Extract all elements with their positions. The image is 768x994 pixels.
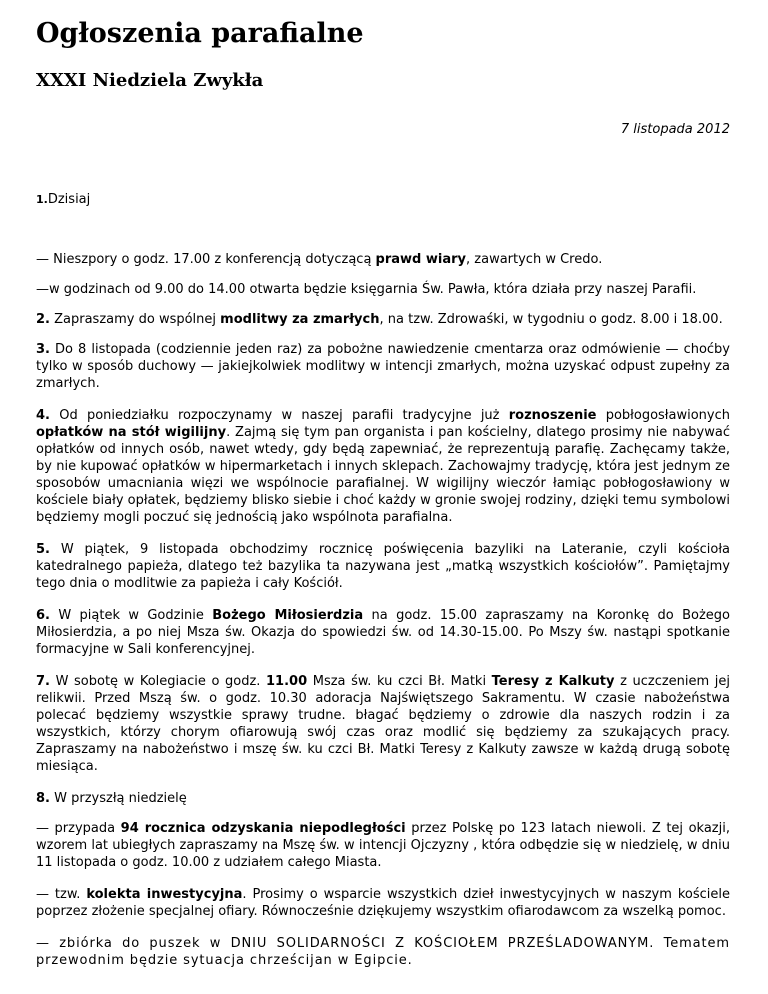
announcement-item-8c: — zbiórka do puszek w DNIU SOLIDARNOŚCI Z KOŚCIOŁEM PRZEŚLADOWANYM. Tematem przewodnim będzie sytuacja chrześcijan w Egipcie.	[36, 936, 730, 968]
item-number: 3.	[36, 342, 50, 357]
announcement-item-1b: —w godzinach od 9.00 do 14.00 otwarta będzie księgarnia Św. Pawła, która działa przy naszej Parafii.	[36, 282, 697, 297]
announcement-item-8b: — tzw. kolekta inwestycyjna. Prosimy o wsparcie wszystkich dzieł inwestycyjnych w naszym kościele poprzez złożenie specjalnej ofiary. Równocześnie dziękujemy wszystkim ofiarodawcom za wszelką pomoc.	[36, 887, 730, 919]
page-title: Ogłoszenia parafialne	[36, 18, 364, 49]
item-number: 1.	[36, 193, 48, 206]
announcement-item-7: 7. W sobotę w Kolegiacie o godz. 11.00 Msza św. ku czci Bł. Matki Teresy z Kalkuty z uczczeniem jej relikwii. Przed Mszą św. o godz. 10.30 adoracja Najświętszego Sakramentu. W czasie nabożeństwa polecać będziemy wszystkie sprawy trudne. błagać będziemy o zdrowie dla naszych rodzin i za wszystkich, którzy chorym ofiarowują swój czas oraz modlić się będziemy za szukających pracy. Zapraszamy na nabożeństwo i mszę św. ku czci Bł. Matki Teresy z Kalkuty zawsze w każdą drugą sobotę miesiąca.	[36, 674, 730, 774]
announcement-date: 7 listopada 2012	[620, 122, 730, 137]
announcement-item-8: 8. W przyszłą niedzielę	[36, 791, 187, 806]
announcement-item-4: 4. Od poniedziałku rozpoczynamy w naszej parafii tradycyjne już roznoszenie pobłogosławionych opłatków na stół wigilijny. Zajmą się tym pan organista i pan kościelny, dlatego prosimy nie nabywać opłatków od innych osób, nawet wtedy, gdy będą zapewniać, że reprezentują parafię. Zachęcamy także, by nie kupować opłatków w hipermarketach i innych sklepach. Zachowajmy tradycję, która jest jednym ze sposobów umacniania więzi we wspólnocie parafialnej. W wigilijny wieczór łamiąc pobłogosławiony w kościele biały opłatek, będziemy blisko siebie i choć każdy w gronie swojej rodziny, dzięki temu symbolowi będziemy mogli poczuć się jednością jako wspólnota parafialna.	[36, 408, 730, 525]
announcement-item-3: 3. Do 8 listopada (codziennie jeden raz) za pobożne nawiedzenie cmentarza oraz odmówienie — choćby tylko w sposób duchowy — jakiejkolwiek modlitwy w intencji zmarłych, można uzyskać odpust zupełny za zmarłych.	[36, 342, 730, 391]
item-number: 6.	[36, 608, 50, 623]
page-subtitle: XXXI Niedziela Zwykła	[36, 70, 264, 91]
announcement-item-6: 6. W piątek w Godzinie Bożego Miłosierdzia na godz. 15.00 zapraszamy na Koronkę do Bożego Miłosierdzia, a po niej Msza św. Okazja do spowiedzi św. od 14.30-15.00. Po Mszy św. nastąpi spotkanie formacyjne w Sali konferencyjnej.	[36, 608, 731, 657]
intro-item	[36, 191, 90, 209]
item-text: Dzisiaj	[47, 192, 91, 207]
announcements-list	[36, 251, 730, 984]
announcement-item-5: 5. W piątek, 9 listopada obchodzimy rocznicę poświęcenia bazyliki na Lateranie, czyli kościoła katedralnego papieża, dlatego też bazylika ta nazywana jest „matką wszystkich kościołów”. Pamiętajmy tego dnia o modlitwie za papieża i cały Kościół.	[36, 542, 730, 591]
announcement-item-1a: — Nieszpory o godz. 17.00 z konferencją dotyczącą prawd wiary, zawartych w Credo.	[36, 252, 603, 267]
item-number: 8.	[36, 791, 50, 806]
announcement-item-2: 2. Zapraszamy do wspólnej modlitwy za zmarłych, na tzw. Zdrowaśki, w tygodniu o godz. 8.00 i 18.00.	[36, 312, 723, 327]
announcement-item-8a: — przypada 94 rocznica odzyskania niepodległości przez Polskę po 123 latach niewoli. Z tej okazji, wzorem lat ubiegłych zapraszamy na Mszę św. w intencji Ojczyzny , która odbędzie się w niedzielę, w dniu 11 listopada o godz. 10.00 z udziałem całego Miasta.	[36, 821, 730, 870]
item-number: 2.	[36, 312, 50, 327]
item-number: 5.	[36, 542, 50, 557]
item-number: 4.	[36, 408, 50, 423]
item-number: 7.	[36, 674, 50, 689]
